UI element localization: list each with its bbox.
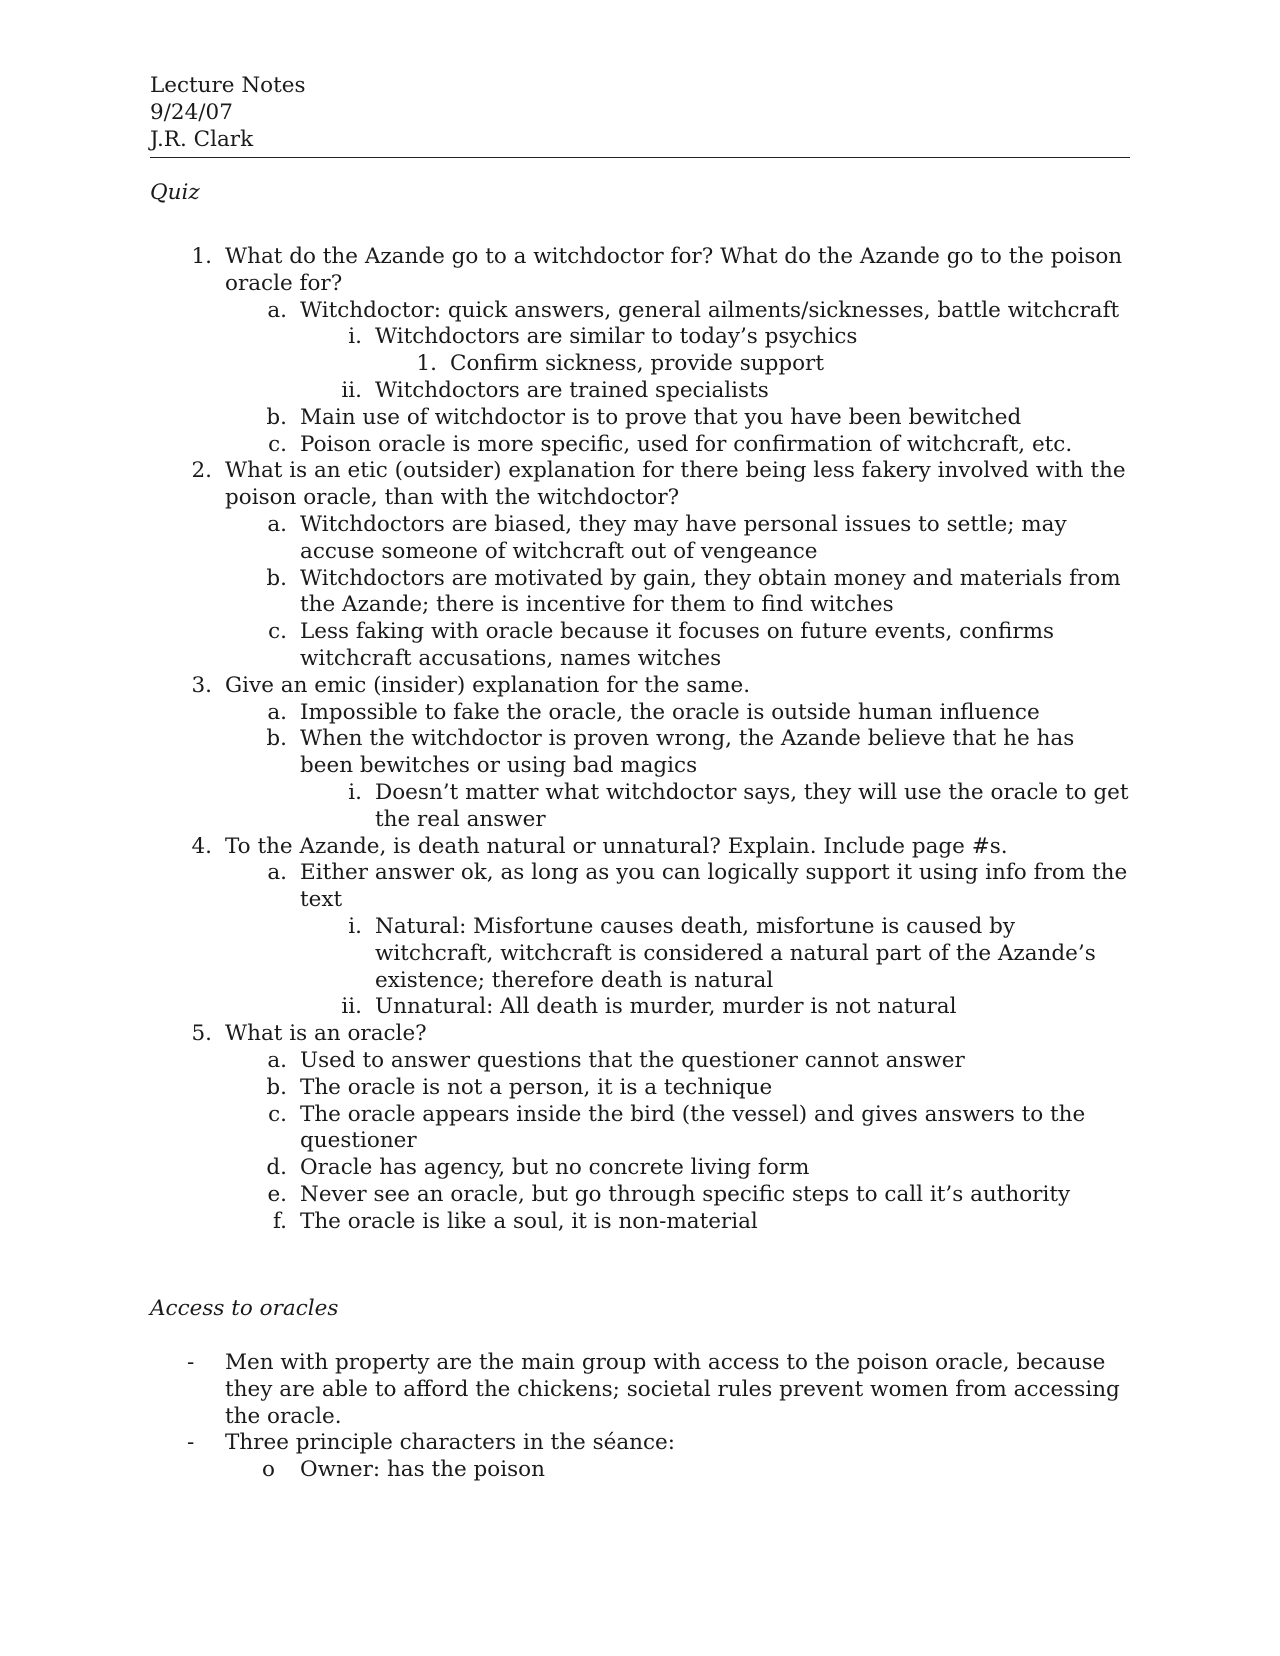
item-text: Witchdoctor: quick answers, general ailments/sicknesses, battle witchcraft: [300, 297, 1120, 323]
question-1: [150, 244, 1130, 298]
list-item: [150, 1102, 1130, 1156]
list-marker: a.: [267, 860, 287, 886]
list-item: [150, 1430, 1130, 1457]
list-marker: f.: [272, 1208, 287, 1234]
list-marker: ii.: [341, 377, 362, 403]
list-item: [150, 512, 1130, 566]
list-item: [150, 700, 1130, 727]
item-text: Poison oracle is more specific, used for confirmation of witchcraft, etc.: [300, 431, 1073, 457]
list-item: [150, 351, 1130, 378]
list-item: [150, 1155, 1130, 1182]
list-marker: 5.: [191, 1021, 212, 1047]
list-marker: 1.: [191, 244, 212, 269]
list-item: [150, 860, 1130, 914]
list-marker: b.: [266, 1074, 287, 1100]
list-marker: 1.: [416, 351, 437, 377]
item-text: Impossible to fake the oracle, the oracle is outside human influence: [300, 699, 1040, 725]
list-marker: a.: [267, 297, 287, 323]
list-marker: 3.: [191, 672, 212, 698]
item-text: Three principle characters in the séance:: [225, 1430, 676, 1456]
item-text: Witchdoctors are motivated by gain, they obtain money and materials from the Azande; there is incentive for them to find witches: [300, 565, 1121, 618]
doc-author: J.R. Clark: [150, 126, 254, 152]
list-item: [150, 726, 1130, 780]
item-text: Witchdoctors are similar to today’s psychics: [375, 324, 858, 350]
question-text: What is an etic (outsider) explanation for there being less fakery involved with the poison oracle, than with the witchdoctor?: [225, 458, 1126, 511]
list-marker: ii.: [341, 994, 362, 1020]
list-item: [150, 1350, 1130, 1430]
list-marker: i.: [348, 324, 362, 350]
list-marker: 2.: [191, 458, 212, 484]
item-text: Witchdoctors are trained specialists: [375, 377, 769, 403]
item-text: Main use of witchdoctor is to prove that you have been bewitched: [300, 404, 1022, 430]
list-marker: b.: [266, 404, 287, 430]
list-item: [150, 1075, 1130, 1102]
item-text: Confirm sickness, provide support: [450, 351, 824, 377]
item-text: Owner: has the poison: [300, 1457, 545, 1483]
list-item: [150, 1457, 1130, 1484]
list-item: [150, 324, 1130, 351]
question-2: [150, 458, 1130, 512]
list-item: [150, 619, 1130, 673]
quiz-list: [150, 244, 1130, 1235]
access-list: [150, 1350, 1130, 1484]
question-5: [150, 1021, 1130, 1048]
circle-bullet: o: [262, 1457, 275, 1483]
item-text: Either answer ok, as long as you can logically support it using info from the text: [300, 860, 1128, 913]
list-marker: c.: [268, 431, 287, 457]
question-3: [150, 673, 1130, 700]
document-header: [150, 73, 306, 153]
list-marker: a.: [267, 699, 287, 725]
list-marker: b.: [266, 565, 287, 591]
item-text: The oracle is like a soul, it is non-material: [300, 1208, 758, 1234]
question-text: Give an emic (insider) explanation for the same.: [225, 672, 751, 698]
list-marker: i.: [348, 779, 362, 805]
list-marker: b.: [266, 726, 287, 752]
list-item: [150, 780, 1130, 834]
doc-date: 9/24/07: [150, 99, 233, 125]
list-item: [150, 1048, 1130, 1075]
list-marker: c.: [268, 1101, 287, 1127]
access-heading: Access to oracles: [150, 1296, 339, 1321]
list-item: [150, 1182, 1130, 1209]
list-marker: e.: [267, 1181, 287, 1207]
item-text: The oracle appears inside the bird (the vessel) and gives answers to the questioner: [300, 1101, 1086, 1154]
list-marker: 4.: [191, 833, 212, 859]
list-item: [150, 914, 1130, 994]
list-marker: c.: [268, 619, 287, 645]
item-text: Doesn’t matter what witchdoctor says, they will use the oracle to get the real answer: [375, 779, 1129, 832]
item-text: The oracle is not a person, it is a technique: [300, 1074, 773, 1100]
list-marker: i.: [348, 913, 362, 939]
item-text: Never see an oracle, but go through specific steps to call it’s authority: [300, 1181, 1071, 1207]
list-item: [150, 378, 1130, 405]
list-item: [150, 432, 1130, 459]
item-text: Oracle has agency, but no concrete living form: [300, 1155, 810, 1181]
dash-bullet: -: [187, 1350, 195, 1375]
list-marker: d.: [266, 1155, 287, 1181]
list-marker: a.: [267, 1047, 287, 1073]
item-text: Used to answer questions that the questioner cannot answer: [300, 1047, 965, 1073]
doc-title: Lecture Notes: [150, 73, 306, 98]
list-item: [150, 566, 1130, 620]
list-item: [150, 298, 1130, 325]
list-item: [150, 1209, 1130, 1236]
item-text: Men with property are the main group with access to the poison oracle, because they are able to afford the chickens; societal rules prevent women from accessing the oracle.: [225, 1350, 1120, 1429]
list-marker: a.: [267, 511, 287, 537]
item-text: Witchdoctors are biased, they may have personal issues to settle; may accuse someone of witchcraft out of vengeance: [300, 511, 1067, 564]
question-text: What is an oracle?: [225, 1021, 427, 1047]
item-text: Unnatural: All death is murder, murder is not natural: [375, 994, 957, 1020]
question-text: What do the Azande go to a witchdoctor for? What do the Azande go to the poison oracle for?: [225, 244, 1123, 296]
list-item: [150, 994, 1130, 1021]
item-text: Less faking with oracle because it focuses on future events, confirms witchcraft accusations, names witches: [300, 619, 1055, 671]
header-divider: [150, 157, 1130, 158]
quiz-heading: Quiz: [150, 180, 200, 205]
list-item: [150, 405, 1130, 432]
item-text: Natural: Misfortune causes death, misfortune is caused by witchcraft, witchcraft is considered a natural part of the Azande’s existence; therefore death is natural: [375, 913, 1096, 993]
item-text: When the witchdoctor is proven wrong, the Azande believe that he has been bewitches or using bad magics: [300, 726, 1075, 779]
question-4: [150, 834, 1130, 861]
question-text: To the Azande, is death natural or unnatural? Explain. Include page #s.: [225, 833, 1008, 859]
dash-bullet: -: [187, 1430, 195, 1456]
